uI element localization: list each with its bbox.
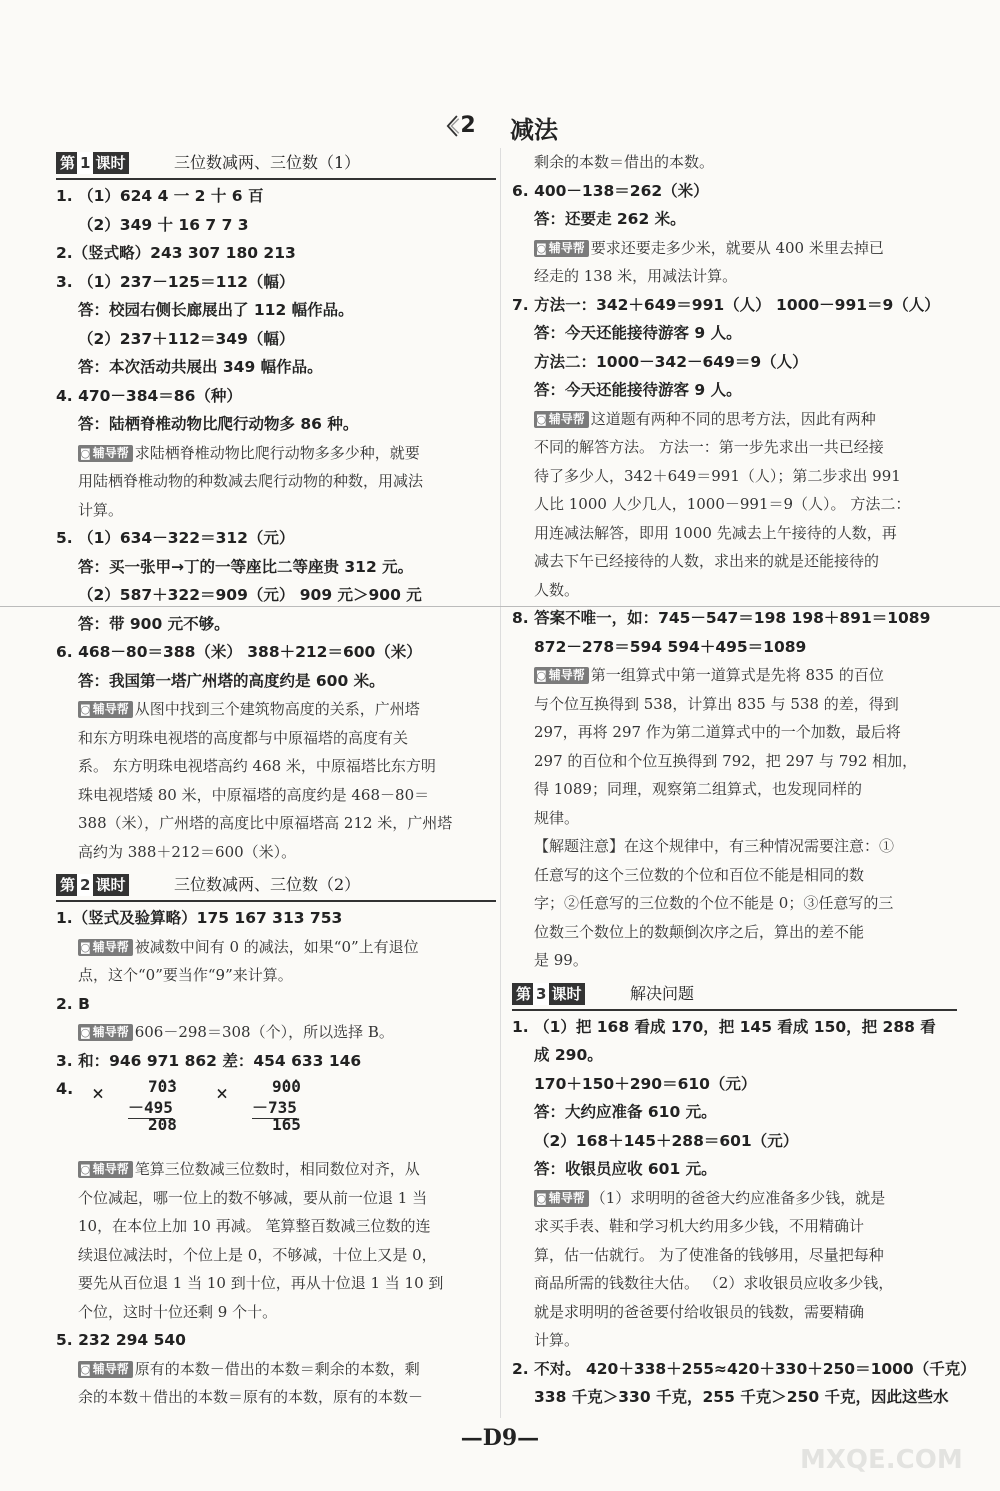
- line-text: 3. 和：946 971 862 差：454 633 146: [56, 1051, 362, 1070]
- explanation-line: [56, 1018, 496, 1047]
- line-text: 【解题注意】在这个规律中，有三种情况需要注意：①: [534, 837, 895, 855]
- lesson-title: 三位数减两、三位数（1）: [174, 153, 361, 172]
- lesson-title: 三位数减两、三位数（2）: [174, 875, 361, 894]
- explanation-line: [56, 1155, 496, 1184]
- answer-line: [512, 633, 957, 662]
- line-text: 任意写的这个三位数的个位和百位不能是相同的数: [534, 865, 865, 884]
- explanation-line: [512, 1326, 957, 1355]
- lesson-title: 解决问题: [630, 983, 695, 1003]
- lesson-1-header: [56, 148, 496, 180]
- answer-line: [56, 667, 496, 696]
- answer-line: [512, 177, 957, 206]
- line-text: 用连减法解答，即用 1000 先减去上午接待的人数，再: [534, 523, 897, 542]
- line-text: 297 的百位和个位互换得到 792，把 297 与 792 相加，: [534, 751, 918, 770]
- explanation-line: [512, 234, 957, 263]
- line-text: 方法二：1000－342－649＝9（人）: [534, 352, 808, 371]
- line-text: 答：今天还能接待游客 9 人。: [534, 381, 742, 399]
- explanation-line: [512, 1269, 957, 1298]
- line-text: 1. （1）624 4 一 2 十 6 百: [56, 187, 264, 205]
- answer-line: [512, 604, 957, 633]
- answer-line: [512, 1155, 957, 1184]
- vertical-calculation: [56, 1075, 496, 1155]
- calc-a-sub: －495: [128, 1095, 173, 1119]
- chapter-heading: [450, 108, 620, 144]
- line-text: 个位，这时十位还剩 9 个十。: [78, 1302, 278, 1321]
- line-text: 被减数中间有 0 的减法，如果“0”上有退位: [134, 937, 419, 956]
- line-text: 338 千克＞330 千克，255 千克＞250 千克，因此这些水: [534, 1388, 949, 1406]
- explanation-line: [56, 496, 496, 525]
- line-text: 872－278＝594 594＋495＝1089: [534, 637, 807, 656]
- explanation-line: [56, 961, 496, 990]
- helper-badge: ◙ 辅导帮: [534, 411, 589, 428]
- line-text: 和东方明珠电视塔的高度都与中原福塔的高度有关: [78, 728, 409, 747]
- explanation-line: [512, 690, 957, 719]
- explanation-line: [56, 1184, 496, 1213]
- explanation-line: [512, 433, 957, 462]
- helper-badge: ◙ 辅导帮: [78, 445, 133, 462]
- explanation-line: [512, 405, 957, 434]
- explanation-line: [512, 490, 957, 519]
- calc-b-result: 165: [272, 1115, 301, 1134]
- line-text: 答：收银员应收 601 元。: [534, 1160, 717, 1178]
- line-text: 点，这个“0”要当作“9”来计算。: [78, 966, 293, 984]
- line-text: 余的本数＋借出的本数＝原有的本数，原有的本数－: [78, 1388, 424, 1406]
- explanation-line: [56, 1241, 496, 1270]
- answer-line: [56, 211, 496, 240]
- line-text: 高约为 388＋212＝600（米）。: [78, 842, 297, 861]
- chapter-number: 2: [460, 113, 476, 138]
- line-text: 用陆栖脊椎动物的种数减去爬行动物的种数，用减法: [78, 472, 424, 490]
- line-text: 答：大约应准备 610 元。: [534, 1103, 717, 1121]
- explanation-line: [56, 1212, 496, 1241]
- calc-a-top: 7̇0̇3: [148, 1077, 177, 1096]
- line-text: 7. 方法一：342＋649＝991（人） 1000－991＝9（人）: [512, 295, 940, 314]
- explanation-line: [512, 918, 957, 947]
- explanation-line: [56, 467, 496, 496]
- line-text: 1.（竖式及验算略）175 167 313 753: [56, 909, 343, 927]
- line-text: 规律。: [534, 808, 580, 827]
- answer-line: [512, 1355, 976, 1384]
- answer-line: [512, 1098, 957, 1127]
- line-text: （2）168＋145＋288＝601（元）: [534, 1131, 799, 1150]
- right-answers: [512, 148, 957, 975]
- answer-line: [56, 268, 496, 297]
- line-text: 答：校园右侧长廊展出了 112 幅作品。: [78, 301, 354, 319]
- line-text: 个位减起，哪一位上的数不够减，要从前一位退 1 当: [78, 1188, 428, 1207]
- answer-line: [56, 353, 496, 382]
- helper-badge: ◙ 辅导帮: [78, 701, 133, 718]
- explanation-line: [56, 752, 496, 781]
- line-text: 606－298＝308（个），所以选择 B。: [134, 1023, 394, 1041]
- line-text: 6. 400－138＝262（米）: [512, 181, 709, 200]
- lesson-3-answers: [512, 1013, 976, 1412]
- explanation-line: [512, 1184, 957, 1213]
- helper-badge: ◙ 辅导帮: [78, 1361, 133, 1378]
- explanation-line: [56, 1383, 496, 1412]
- lesson-2-answers-cont: [56, 1155, 496, 1412]
- line-text: 答：我国第一塔广州塔的高度约是 600 米。: [78, 671, 385, 690]
- line-text: 答：还要走 262 米。: [534, 210, 686, 228]
- helper-badge: ◙ 辅导帮: [534, 240, 589, 257]
- line-text: 与个位互换得到 538，计算出 835 与 538 的差，得到: [534, 694, 899, 713]
- lesson-tag: 第 2 课时: [56, 874, 129, 896]
- answer-line: [56, 524, 496, 553]
- helper-badge: ◙ 辅导帮: [78, 1024, 133, 1041]
- line-text: 从图中找到三个建筑物高度的关系，广州塔: [134, 700, 420, 718]
- line-text: 就是求明明的爸爸要付给收银员的钱数，需要精确: [534, 1302, 865, 1321]
- answer-line: [512, 291, 957, 320]
- lesson-2-answers: [56, 904, 496, 1075]
- line-text: 答：陆栖脊椎动物比爬行动物多 86 种。: [78, 415, 359, 433]
- answer-line: [512, 1383, 957, 1412]
- line-text: 答：买一张甲→丁的一等座比二等座贵 312 元。: [78, 557, 414, 576]
- chapter-title: 减法: [510, 115, 558, 144]
- explanation-line: [512, 804, 957, 833]
- answer-line: [512, 376, 957, 405]
- line-text: 人数。: [534, 580, 580, 599]
- helper-badge: ◙ 辅导帮: [534, 1190, 589, 1207]
- line-text: 388（米），广州塔的高度比中原福塔高 212 米，广州塔: [78, 814, 453, 832]
- line-text: 这道题有两种不同的思考方法，因此有两种: [590, 409, 876, 428]
- lesson-3-header: [512, 979, 957, 1011]
- answer-line: [56, 239, 496, 268]
- line-text: 2. 不对。 420＋338＋255≈420＋330＋250＝1000（千克）: [512, 1359, 976, 1378]
- line-text: 算，估一估就行。 为了使准备的钱够用，尽量把每种: [534, 1245, 884, 1264]
- explanation-line: [56, 724, 496, 753]
- explanation-line: [512, 262, 957, 291]
- line-text: 要先从百位退 1 当 10 到十位，再从十位退 1 当 10 到: [78, 1274, 444, 1292]
- explanation-line: [56, 1355, 496, 1384]
- line-text: 不同的解答方法。 方法一：第一步先求出一共已经接: [534, 438, 884, 456]
- helper-badge: ◙ 辅导帮: [78, 939, 133, 956]
- line-text: 1. （1）把 168 看成 170，把 145 看成 150，把 288 看: [512, 1017, 936, 1036]
- answer-line: [512, 319, 957, 348]
- answer-line: [512, 1070, 957, 1099]
- line-text: 170＋150＋290＝610（元）: [534, 1074, 757, 1093]
- right-column: [512, 148, 976, 1412]
- line-text: 答：今天还能接待游客 9 人。: [534, 324, 742, 342]
- column-divider: [500, 148, 501, 1418]
- explanation-line: [512, 661, 957, 690]
- answer-line: [56, 610, 496, 639]
- line-text: （2）587＋322＝909（元） 909 元＞900 元: [78, 586, 422, 604]
- line-text: 要求还要走多少米，就要从 400 米里去掉已: [590, 238, 884, 257]
- helper-badge: ◙ 辅导帮: [534, 667, 589, 684]
- line-text: 5. （1）634－322＝312（元）: [56, 529, 295, 547]
- line-text: 系。 东方明珠电视塔高约 468 米，中原福塔比东方明: [78, 757, 436, 775]
- answer-line: [512, 205, 957, 234]
- calc-b-sub: －735: [252, 1095, 297, 1119]
- explanation-line: [512, 946, 957, 975]
- explanation-line: [512, 148, 957, 177]
- line-text: 计算。: [78, 500, 124, 519]
- answer-line: [56, 553, 496, 582]
- line-text: 减去下午已经接待的人数，求出来的就是还能接待的: [534, 552, 880, 570]
- line-text: 计算。: [534, 1331, 580, 1349]
- explanation-line: [56, 439, 496, 468]
- explanation-line: [512, 462, 957, 491]
- explanation-line: [56, 809, 496, 838]
- answer-line: [56, 382, 496, 411]
- line-text: 求陆栖脊椎动物比爬行动物多多少种，就要: [134, 443, 420, 462]
- page-number: —D9—: [460, 1425, 540, 1451]
- explanation-line: [512, 747, 957, 776]
- line-text: 3. （1）237－125＝112（幅）: [56, 272, 295, 291]
- line-text: 6. 468－80＝388（米） 388＋212＝600（米）: [56, 643, 422, 661]
- line-text: 笔算三位数减三位数时，相同数位对齐，从: [134, 1160, 420, 1178]
- answer-line: [56, 1326, 496, 1355]
- lesson-1-answers: [56, 182, 496, 866]
- answer-line: [56, 182, 496, 211]
- answer-line: [512, 1127, 957, 1156]
- line-text: （1）求明明的爸爸大约应准备多少钱，就是: [590, 1188, 886, 1207]
- explanation-line: [512, 718, 957, 747]
- calc-b-top: 9̇0̇0: [272, 1077, 301, 1096]
- line-text: 2.（竖式略）243 307 180 213: [56, 244, 296, 262]
- line-text: 得 1089；同理，观察第二组算式，也发现同样的: [534, 780, 862, 798]
- lesson-tag: 第 3 课时: [512, 983, 585, 1005]
- explanation-line: [512, 519, 957, 548]
- answer-line: [56, 990, 496, 1019]
- explanation-line: [512, 576, 957, 605]
- line-text: 原有的本数－借出的本数＝剩余的本数，剩: [134, 1359, 420, 1378]
- line-text: 剩余的本数＝借出的本数。: [534, 153, 715, 171]
- explanation-line: [56, 781, 496, 810]
- lesson-tag: 第 1 课时: [56, 152, 129, 174]
- explanation-line: [512, 861, 957, 890]
- explanation-line: [56, 838, 496, 867]
- line-text: 位数三个数位上的数颠倒次序之后，算出的差不能: [534, 922, 865, 941]
- answer-line: [56, 904, 496, 933]
- line-text: 人比 1000 人少几人，1000－991＝9（人）。 方法二：: [534, 495, 911, 513]
- wrong-mark: ×: [92, 1081, 105, 1105]
- line-text: 经走的 138 米，用减法计算。: [534, 267, 738, 285]
- answer-line: [512, 1013, 957, 1042]
- wrong-mark: ×: [216, 1081, 229, 1105]
- line-text: 求买手表、鞋和学习机大约用多少钱，不用精确计: [534, 1217, 865, 1235]
- explanation-line: [512, 1212, 957, 1241]
- line-text: 第一组算式中第一道算式是先将 835 的百位: [590, 666, 884, 684]
- explanation-line: [56, 933, 496, 962]
- line-text: 珠电视塔矮 80 米，中原福塔的高度约是 468－80＝: [78, 785, 430, 804]
- line-text: 2. B: [56, 994, 90, 1013]
- explanation-line: [56, 1298, 496, 1327]
- answer-line: [56, 1047, 496, 1076]
- explanation-line: [56, 1269, 496, 1298]
- line-text: 5. 232 294 540: [56, 1331, 186, 1349]
- explanation-line: [56, 695, 496, 724]
- line-text: 297，再将 297 作为第二道算式中的一个加数，最后将: [534, 723, 901, 741]
- explanation-line: [512, 547, 957, 576]
- explanation-line: [512, 1298, 957, 1327]
- line-text: （2）349 十 16 7 7 3: [78, 215, 249, 234]
- explanation-line: [512, 775, 957, 804]
- line-text: 4. 470－384＝86（种）: [56, 386, 242, 405]
- answer-line: [512, 348, 957, 377]
- calc-a-result: 208: [148, 1115, 177, 1134]
- question-number: 4.: [56, 1079, 74, 1098]
- line-text: （2）237＋112＝349（幅）: [78, 329, 295, 348]
- answer-line: [512, 1041, 957, 1070]
- line-text: 是 99。: [534, 951, 588, 969]
- line-text: 答：带 900 元不够。: [78, 614, 230, 633]
- line-text: 商品所需的钱数往大估。 （2）求收银员应收多少钱，: [534, 1274, 894, 1292]
- answer-line: [56, 638, 496, 667]
- line-text: 成 290。: [534, 1046, 603, 1064]
- answer-line: [56, 325, 496, 354]
- line-text: 8. 答案不唯一，如：745－547＝198 198＋891＝1089: [512, 609, 931, 627]
- answer-line: [56, 296, 496, 325]
- explanation-line: [512, 889, 957, 918]
- line-text: 续退位减法时，个位上是 0，不够减，十位上又是 0，: [78, 1245, 437, 1264]
- lesson-2-header: [56, 870, 496, 902]
- explanation-line: [512, 1241, 957, 1270]
- line-text: 答：本次活动共展出 349 幅作品。: [78, 358, 323, 376]
- line-text: 10，在本位上加 10 再减。 笔算整百数减三位数的连: [78, 1217, 431, 1235]
- explanation-line: [512, 832, 957, 861]
- line-text: 字；②任意写的三位数的个位不能是 0；③任意写的三: [534, 894, 894, 912]
- helper-badge: ◙ 辅导帮: [78, 1161, 133, 1178]
- answer-line: [56, 581, 496, 610]
- answer-line: [56, 410, 496, 439]
- watermark-logo: MXQE.COM: [800, 1445, 963, 1475]
- line-text: 待了多少人，342＋649＝991（人）；第二步求出 991: [534, 466, 901, 485]
- left-column: [56, 148, 496, 1412]
